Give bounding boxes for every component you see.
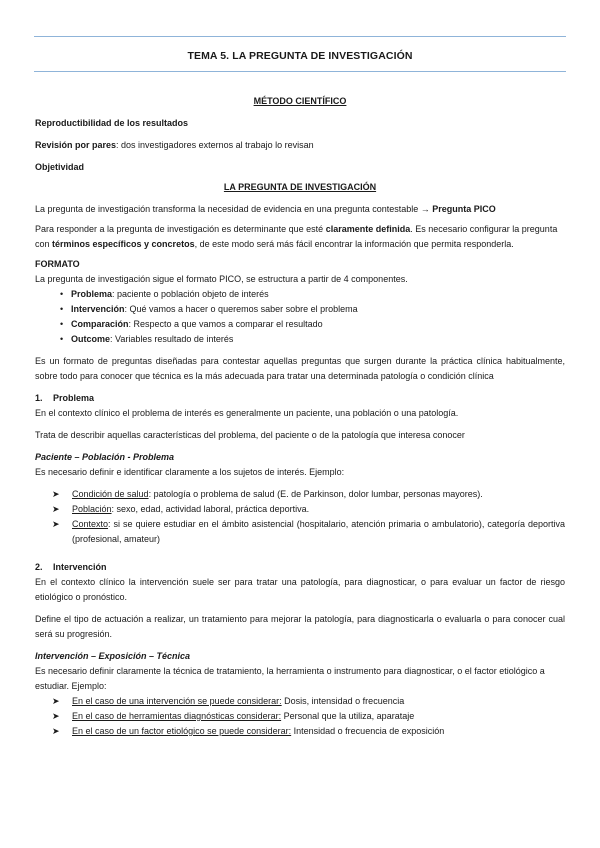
metodo-item-2	[35, 138, 565, 153]
bullet-icon: •	[60, 304, 64, 314]
example-text: : patología o problema de salud (E. de Parkinson, dolor lumbar, personas mayores).	[148, 489, 483, 499]
arrow-bullet-icon: ➤	[52, 519, 60, 529]
example-text: Intensidad o frecuencia de exposición	[291, 726, 445, 736]
section-heading-text: Problema	[53, 393, 95, 403]
intervencion-paragraph-1: En el contexto clínico la intervención suele ser para tratar una patología, para diagnosticar, o para evaluar un factor de riesgo etiológico o pronóstico.	[35, 577, 565, 602]
pico-item-comparacion	[35, 317, 565, 332]
metodo-item-1: Reproductibilidad de los resultados	[35, 118, 189, 128]
problema-paragraph-2: Trata de describir aquellas características del problema, del paciente o de la patología que interesa conocer	[35, 430, 465, 440]
intervencion-intro: Es necesario definir claramente la técnica de tratamiento, la herramienta o instrumento para diagnosticar, o el factor etiológico a estudiar. Ejemplo:	[35, 666, 545, 691]
pico-item-text: : Variables resultado de interés	[110, 334, 234, 344]
metodo-item-2-label: Revisión por pares	[35, 140, 117, 150]
problema-example-item	[35, 502, 565, 517]
example-label: Condición de salud	[72, 489, 149, 499]
formato-heading: FORMATO	[35, 259, 80, 269]
pregunta-p2-e: , de este modo será más fácil encontrar la información que permita responderla.	[194, 239, 514, 249]
pico-item-outcome	[35, 332, 565, 347]
pico-list	[35, 287, 565, 347]
bullet-icon: •	[60, 334, 64, 344]
metodo-item-3: Objetividad	[35, 162, 85, 172]
pico-item-label: Outcome	[71, 334, 111, 344]
formato-intro: La pregunta de investigación sigue el formato PICO, se estructura a partir de 4 componentes.	[35, 274, 408, 284]
problema-intro: Es necesario definir e identificar claramente a los sujetos de interés. Ejemplo:	[35, 467, 345, 477]
pico-item-intervencion	[35, 302, 565, 317]
intervencion-example-item	[35, 724, 565, 739]
pregunta-p1-bold: Pregunta PICO	[432, 204, 496, 214]
arrow-bullet-icon: ➤	[52, 711, 60, 721]
intervencion-example-item	[35, 694, 565, 709]
pregunta-p2-c: . Es necesario configurar la pregunta con	[35, 224, 558, 249]
formato-paragraph: Es un formato de preguntas diseñadas para contestar aquellas preguntas que surgen durante la práctica clínica habitualmente, sobre todo para conocer que técnica es la más adecuada para tratar una determinada patología o condición clínica	[35, 356, 565, 381]
arrow-bullet-icon: ➤	[52, 504, 60, 514]
example-label: En el caso de una intervención se puede considerar:	[72, 696, 282, 706]
metodo-heading: MÉTODO CIENTÍFICO	[253, 96, 347, 106]
example-label: Contexto	[72, 519, 109, 529]
bullet-icon: •	[60, 289, 64, 299]
pico-item-text: : Qué vamos a hacer o queremos saber sobre el problema	[124, 304, 358, 314]
example-text: Personal que la utiliza, aparataje	[281, 711, 415, 721]
page-title: TEMA 5. LA PREGUNTA DE INVESTIGACIÓN	[187, 50, 413, 62]
header-rule-top	[34, 36, 566, 37]
document-body	[35, 94, 565, 739]
example-label: Población	[72, 504, 112, 514]
arrow-bullet-icon: ➤	[52, 696, 60, 706]
pico-item-text: : paciente o población objeto de interés	[112, 289, 269, 299]
pregunta-paragraph-1	[35, 202, 565, 217]
intervencion-example-item	[35, 709, 565, 724]
pico-item-label: Intervención	[71, 304, 125, 314]
pico-item-label: Problema	[71, 289, 113, 299]
problema-examples-list	[35, 487, 565, 547]
pico-item-problema	[35, 287, 565, 302]
example-label: En el caso de un factor etiológico se puede considerar:	[72, 726, 292, 736]
problema-example-item	[35, 517, 565, 547]
section-number: 2.	[35, 562, 43, 572]
section-heading-text: Intervención	[53, 562, 107, 572]
bullet-icon: •	[60, 319, 64, 329]
pregunta-paragraph-2	[35, 222, 565, 252]
intervencion-paragraph-2: Define el tipo de actuación a realizar, un tratamiento para mejorar la patología, para diagnosticarla o evaluarla o para conocer cual será su progresión.	[35, 614, 565, 639]
intervencion-examples-list	[35, 694, 565, 739]
pregunta-p2-d: términos específicos y concretos	[52, 239, 195, 249]
problema-heading	[35, 391, 565, 406]
example-text: : sexo, edad, actividad laboral, práctica deportiva.	[111, 504, 310, 514]
pico-item-text: : Respecto a que vamos a comparar el resultado	[128, 319, 323, 329]
header-rule-bottom	[34, 71, 566, 72]
problema-paragraph-1: En el contexto clínico el problema de interés es generalmente un paciente, una población o una patología.	[35, 408, 459, 418]
intervencion-subheading: Intervención – Exposición – Técnica	[35, 651, 191, 661]
pregunta-p2-b: claramente definida	[325, 224, 411, 234]
pregunta-p2-a: Para responder a la pregunta de investigación es determinante que esté	[35, 224, 326, 234]
metodo-item-2-text: : dos investigadores externos al trabajo lo revisan	[116, 140, 314, 150]
example-text: : si se quiere estudiar en el ámbito asistencial (hospitalario, atención primaria o ambulatorio), categoría deportiva (profesional, amateur)	[72, 519, 565, 544]
arrow-bullet-icon: ➤	[52, 489, 60, 499]
example-text: Dosis, intensidad o frecuencia	[281, 696, 405, 706]
intervencion-heading	[35, 560, 565, 575]
arrow-bullet-icon: ➤	[52, 726, 60, 736]
pregunta-p1-text: La pregunta de investigación transforma la necesidad de evidencia en una pregunta contestable →	[35, 204, 433, 214]
example-label: En el caso de herramientas diagnósticas considerar:	[72, 711, 282, 721]
pico-item-label: Comparación	[71, 319, 129, 329]
problema-subheading: Paciente – Población - Problema	[35, 452, 175, 462]
pregunta-heading: LA PREGUNTA DE INVESTIGACIÓN	[223, 182, 377, 192]
section-number: 1.	[35, 393, 43, 403]
problema-example-item	[35, 487, 565, 502]
